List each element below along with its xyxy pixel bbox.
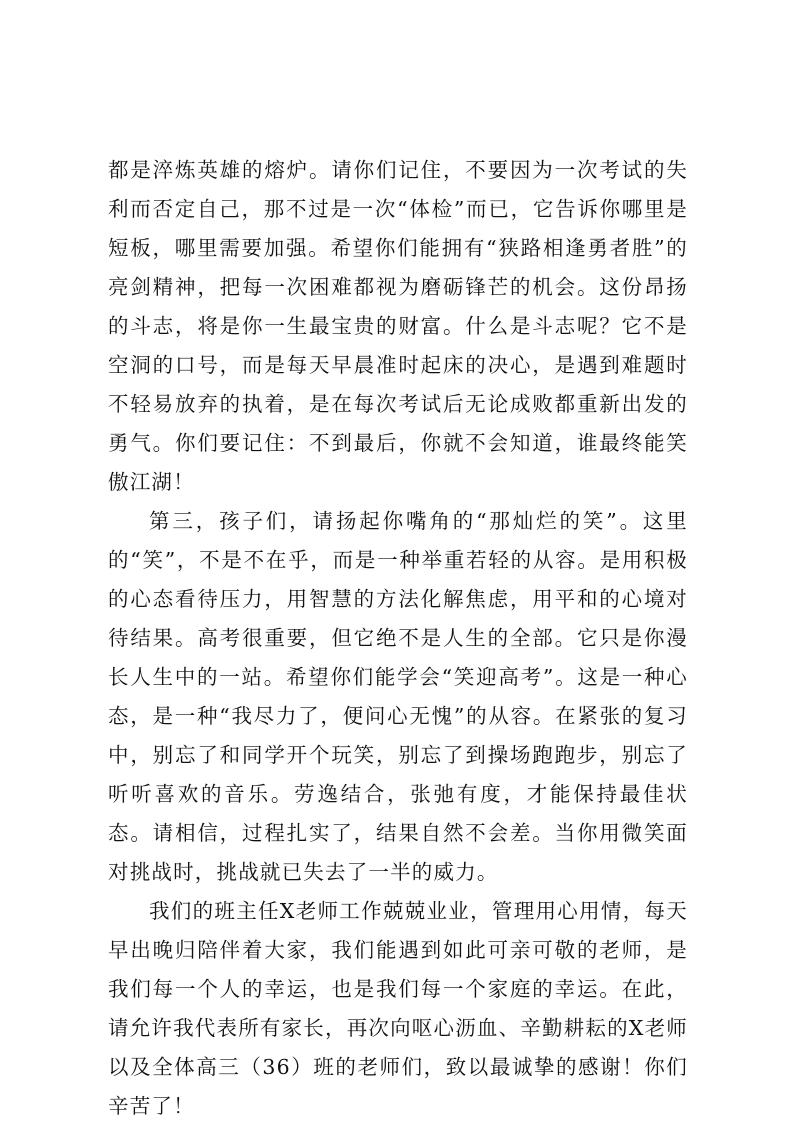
document-body [108,151,688,1126]
paragraph-3: 我们的班主任X老师工作兢兢业业，管理用心用情，每天早出晚归陪伴着大家，我们能遇到如此可亲可敬的老师，是我们每一个人的幸运，也是我们每一个家庭的幸运。在此，请允许我代表所有家长，再次向呕心沥血、辛勤耕耘的X老师以及全体高三（36）班的老师们，致以最诚挚的感谢！你们辛苦了！ [108,899,688,1118]
paragraph-1: 都是淬炼英雄的熔炉。请你们记住，不要因为一次考试的失利而否定自己，那不过是一次“体检”而已，它告诉你哪里是短板，哪里需要加强。希望你们能拥有“狭路相逢勇者胜”的亮剑精神，把每一次困难都视为磨砺锋芒的机会。这份昂扬的斗志，将是你一生最宝贵的财富。什么是斗志呢？它不是空洞的口号，而是每天早晨准时起床的决心，是遇到难题时不轻易放弃的执着，是在每次考试后无论成败都重新出发的勇气。你们要记住：不到最后，你就不会知道，谁最终能笑傲江湖！ [108,158,688,494]
paragraph-2: 第三，孩子们，请扬起你嘴角的“那灿烂的笑”。这里的“笑”，不是不在乎，而是一种举重若轻的从容。是用积极的心态看待压力，用智慧的方法化解焦虑，用平和的心境对待结果。高考很重要，但它绝不是人生的全部。它只是你漫长人生中的一站。希望你们能学会“笑迎高考”。这是一种心态，是一种“我尽力了，便问心无愧”的从容。在紧张的复习中，别忘了和同学开个玩笑，别忘了到操场跑跑步，别忘了听听喜欢的音乐。劳逸结合，张弛有度，才能保持最佳状态。请相信，过程扎实了，结果自然不会差。当你用微笑面对挑战时，挑战就已失去了一半的威力。 [108,509,688,884]
